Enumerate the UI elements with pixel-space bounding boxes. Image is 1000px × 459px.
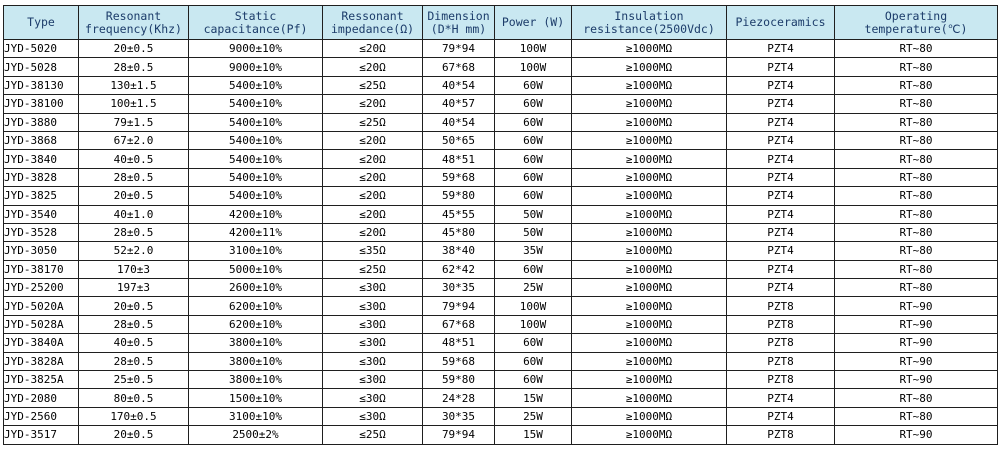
dimension-cell: 30*35	[423, 407, 495, 425]
table-row	[4, 76, 998, 94]
type-cell: JYD-3825A	[4, 371, 79, 389]
temperature-cell: RT~80	[835, 40, 998, 58]
temperature-cell: RT~90	[835, 334, 998, 352]
piezoceramics-cell: PZT4	[727, 242, 835, 260]
type-cell: JYD-25200	[4, 279, 79, 297]
capacitance-cell: 5400±10%	[189, 150, 323, 168]
capacitance-cell: 3800±10%	[189, 352, 323, 370]
impedance-cell: ≤25Ω	[323, 426, 423, 444]
capacitance-cell: 9000±10%	[189, 58, 323, 76]
temperature-cell: RT~80	[835, 187, 998, 205]
table-row	[4, 352, 998, 370]
impedance-cell: ≤30Ω	[323, 334, 423, 352]
impedance-cell: ≤20Ω	[323, 58, 423, 76]
type-cell: JYD-3050	[4, 242, 79, 260]
power-cell: 25W	[495, 279, 572, 297]
piezoceramics-cell: PZT8	[727, 315, 835, 333]
table-row	[4, 95, 998, 113]
piezoceramics-cell: PZT4	[727, 389, 835, 407]
type-cell: JYD-5020A	[4, 297, 79, 315]
table-row	[4, 315, 998, 333]
power-cell: 60W	[495, 352, 572, 370]
frequency-cell: 28±0.5	[79, 58, 189, 76]
frequency-cell: 20±0.5	[79, 426, 189, 444]
piezoceramics-cell: PZT4	[727, 223, 835, 241]
frequency-cell: 20±0.5	[79, 297, 189, 315]
frequency-cell: 197±3	[79, 279, 189, 297]
power-cell: 50W	[495, 205, 572, 223]
frequency-cell: 28±0.5	[79, 223, 189, 241]
header-power: Power (W)	[495, 6, 572, 40]
piezoceramics-cell: PZT8	[727, 352, 835, 370]
frequency-cell: 100±1.5	[79, 95, 189, 113]
piezoceramics-cell: PZT4	[727, 76, 835, 94]
header-static-capacitance: Static capacitance(Pf)	[189, 6, 323, 40]
table-row	[4, 58, 998, 76]
temperature-cell: RT~80	[835, 407, 998, 425]
capacitance-cell: 4200±10%	[189, 205, 323, 223]
dimension-cell: 79*94	[423, 40, 495, 58]
impedance-cell: ≤25Ω	[323, 76, 423, 94]
piezoceramics-cell: PZT4	[727, 40, 835, 58]
frequency-cell: 40±0.5	[79, 150, 189, 168]
insulation-cell: ≥1000MΩ	[572, 279, 727, 297]
temperature-cell: RT~80	[835, 113, 998, 131]
type-cell: JYD-3840	[4, 150, 79, 168]
header-type: Type	[4, 6, 79, 40]
capacitance-cell: 3800±10%	[189, 334, 323, 352]
insulation-cell: ≥1000MΩ	[572, 407, 727, 425]
type-cell: JYD-3828	[4, 168, 79, 186]
frequency-cell: 67±2.0	[79, 131, 189, 149]
power-cell: 60W	[495, 150, 572, 168]
piezoceramics-cell: PZT4	[727, 279, 835, 297]
frequency-cell: 20±0.5	[79, 187, 189, 205]
temperature-cell: RT~80	[835, 260, 998, 278]
temperature-cell: RT~80	[835, 76, 998, 94]
insulation-cell: ≥1000MΩ	[572, 352, 727, 370]
frequency-cell: 80±0.5	[79, 389, 189, 407]
type-cell: JYD-3517	[4, 426, 79, 444]
table-body	[4, 40, 998, 445]
temperature-cell: RT~80	[835, 58, 998, 76]
piezoceramics-cell: PZT8	[727, 297, 835, 315]
dimension-cell: 50*65	[423, 131, 495, 149]
temperature-cell: RT~80	[835, 150, 998, 168]
type-cell: JYD-3540	[4, 205, 79, 223]
insulation-cell: ≥1000MΩ	[572, 315, 727, 333]
table-row	[4, 113, 998, 131]
insulation-cell: ≥1000MΩ	[572, 150, 727, 168]
type-cell: JYD-38100	[4, 95, 79, 113]
piezoceramics-cell: PZT4	[727, 131, 835, 149]
header-resonant-frequency: Resonant frequency(Khz)	[79, 6, 189, 40]
type-cell: JYD-5028	[4, 58, 79, 76]
impedance-cell: ≤20Ω	[323, 168, 423, 186]
piezoceramics-cell: PZT4	[727, 187, 835, 205]
piezoceramics-cell: PZT8	[727, 334, 835, 352]
frequency-cell: 170±0.5	[79, 407, 189, 425]
capacitance-cell: 5400±10%	[189, 131, 323, 149]
frequency-cell: 40±0.5	[79, 334, 189, 352]
dimension-cell: 79*94	[423, 297, 495, 315]
power-cell: 60W	[495, 131, 572, 149]
dimension-cell: 67*68	[423, 58, 495, 76]
type-cell: JYD-2080	[4, 389, 79, 407]
insulation-cell: ≥1000MΩ	[572, 426, 727, 444]
insulation-cell: ≥1000MΩ	[572, 95, 727, 113]
insulation-cell: ≥1000MΩ	[572, 113, 727, 131]
header-operating-temperature: Operating temperature(℃)	[835, 6, 998, 40]
power-cell: 100W	[495, 58, 572, 76]
temperature-cell: RT~80	[835, 279, 998, 297]
impedance-cell: ≤35Ω	[323, 242, 423, 260]
insulation-cell: ≥1000MΩ	[572, 40, 727, 58]
type-cell: JYD-3868	[4, 131, 79, 149]
frequency-cell: 28±0.5	[79, 315, 189, 333]
power-cell: 60W	[495, 187, 572, 205]
piezoceramics-cell: PZT4	[727, 95, 835, 113]
insulation-cell: ≥1000MΩ	[572, 76, 727, 94]
type-cell: JYD-3825	[4, 187, 79, 205]
table-row	[4, 334, 998, 352]
header-row	[4, 6, 998, 40]
piezoceramics-cell: PZT8	[727, 371, 835, 389]
dimension-cell: 48*51	[423, 150, 495, 168]
power-cell: 100W	[495, 297, 572, 315]
piezoceramics-cell: PZT4	[727, 260, 835, 278]
table-row	[4, 187, 998, 205]
piezoceramics-cell: PZT4	[727, 58, 835, 76]
frequency-cell: 79±1.5	[79, 113, 189, 131]
impedance-cell: ≤20Ω	[323, 131, 423, 149]
dimension-cell: 40*54	[423, 113, 495, 131]
frequency-cell: 170±3	[79, 260, 189, 278]
insulation-cell: ≥1000MΩ	[572, 205, 727, 223]
capacitance-cell: 6200±10%	[189, 315, 323, 333]
piezoceramics-cell: PZT4	[727, 205, 835, 223]
temperature-cell: RT~80	[835, 95, 998, 113]
table-row	[4, 131, 998, 149]
insulation-cell: ≥1000MΩ	[572, 334, 727, 352]
temperature-cell: RT~80	[835, 223, 998, 241]
type-cell: JYD-2560	[4, 407, 79, 425]
power-cell: 60W	[495, 334, 572, 352]
table-row	[4, 242, 998, 260]
type-cell: JYD-38170	[4, 260, 79, 278]
dimension-cell: 79*94	[423, 426, 495, 444]
power-cell: 60W	[495, 113, 572, 131]
piezoceramics-cell: PZT8	[727, 426, 835, 444]
dimension-cell: 48*51	[423, 334, 495, 352]
table-row	[4, 371, 998, 389]
type-cell: JYD-3880	[4, 113, 79, 131]
insulation-cell: ≥1000MΩ	[572, 297, 727, 315]
impedance-cell: ≤20Ω	[323, 205, 423, 223]
spec-table	[3, 5, 998, 445]
table-row	[4, 407, 998, 425]
dimension-cell: 59*68	[423, 352, 495, 370]
table-row	[4, 150, 998, 168]
capacitance-cell: 2600±10%	[189, 279, 323, 297]
table-row	[4, 389, 998, 407]
capacitance-cell: 5400±10%	[189, 113, 323, 131]
type-cell: JYD-5028A	[4, 315, 79, 333]
frequency-cell: 52±2.0	[79, 242, 189, 260]
power-cell: 15W	[495, 389, 572, 407]
insulation-cell: ≥1000MΩ	[572, 223, 727, 241]
temperature-cell: RT~90	[835, 426, 998, 444]
impedance-cell: ≤30Ω	[323, 279, 423, 297]
header-dimension: Dimension (D*H mm)	[423, 6, 495, 40]
impedance-cell: ≤20Ω	[323, 187, 423, 205]
insulation-cell: ≥1000MΩ	[572, 389, 727, 407]
table-row	[4, 223, 998, 241]
temperature-cell: RT~80	[835, 168, 998, 186]
impedance-cell: ≤25Ω	[323, 260, 423, 278]
type-cell: JYD-5020	[4, 40, 79, 58]
table-row	[4, 205, 998, 223]
temperature-cell: RT~90	[835, 315, 998, 333]
insulation-cell: ≥1000MΩ	[572, 58, 727, 76]
impedance-cell: ≤20Ω	[323, 40, 423, 58]
table-row	[4, 168, 998, 186]
impedance-cell: ≤25Ω	[323, 113, 423, 131]
impedance-cell: ≤30Ω	[323, 297, 423, 315]
dimension-cell: 30*35	[423, 279, 495, 297]
power-cell: 15W	[495, 426, 572, 444]
dimension-cell: 40*54	[423, 76, 495, 94]
insulation-cell: ≥1000MΩ	[572, 168, 727, 186]
temperature-cell: RT~80	[835, 131, 998, 149]
table-row	[4, 260, 998, 278]
type-cell: JYD-3828A	[4, 352, 79, 370]
piezoceramics-cell: PZT4	[727, 113, 835, 131]
impedance-cell: ≤30Ω	[323, 352, 423, 370]
type-cell: JYD-3528	[4, 223, 79, 241]
power-cell: 60W	[495, 95, 572, 113]
frequency-cell: 28±0.5	[79, 168, 189, 186]
header-insulation-resistance: Insulation resistance(2500Vdc)	[572, 6, 727, 40]
table-row	[4, 426, 998, 444]
capacitance-cell: 5400±10%	[189, 76, 323, 94]
impedance-cell: ≤30Ω	[323, 315, 423, 333]
temperature-cell: RT~90	[835, 297, 998, 315]
temperature-cell: RT~80	[835, 389, 998, 407]
insulation-cell: ≥1000MΩ	[572, 260, 727, 278]
power-cell: 35W	[495, 242, 572, 260]
impedance-cell: ≤30Ω	[323, 371, 423, 389]
frequency-cell: 20±0.5	[79, 40, 189, 58]
power-cell: 100W	[495, 40, 572, 58]
dimension-cell: 59*80	[423, 187, 495, 205]
insulation-cell: ≥1000MΩ	[572, 371, 727, 389]
frequency-cell: 130±1.5	[79, 76, 189, 94]
capacitance-cell: 3100±10%	[189, 242, 323, 260]
power-cell: 60W	[495, 260, 572, 278]
insulation-cell: ≥1000MΩ	[572, 131, 727, 149]
capacitance-cell: 5400±10%	[189, 95, 323, 113]
type-cell: JYD-38130	[4, 76, 79, 94]
power-cell: 25W	[495, 407, 572, 425]
frequency-cell: 28±0.5	[79, 352, 189, 370]
capacitance-cell: 5400±10%	[189, 168, 323, 186]
power-cell: 100W	[495, 315, 572, 333]
dimension-cell: 24*28	[423, 389, 495, 407]
temperature-cell: RT~90	[835, 352, 998, 370]
table-row	[4, 297, 998, 315]
insulation-cell: ≥1000MΩ	[572, 187, 727, 205]
capacitance-cell: 3100±10%	[189, 407, 323, 425]
temperature-cell: RT~80	[835, 205, 998, 223]
capacitance-cell: 4200±11%	[189, 223, 323, 241]
piezoceramics-cell: PZT4	[727, 168, 835, 186]
dimension-cell: 59*80	[423, 371, 495, 389]
capacitance-cell: 1500±10%	[189, 389, 323, 407]
temperature-cell: RT~90	[835, 371, 998, 389]
piezoceramics-cell: PZT4	[727, 150, 835, 168]
power-cell: 60W	[495, 168, 572, 186]
power-cell: 60W	[495, 76, 572, 94]
table-row	[4, 279, 998, 297]
frequency-cell: 40±1.0	[79, 205, 189, 223]
header-resonant-impedance: Ressonant impedance(Ω)	[323, 6, 423, 40]
dimension-cell: 45*55	[423, 205, 495, 223]
insulation-cell: ≥1000MΩ	[572, 242, 727, 260]
dimension-cell: 38*40	[423, 242, 495, 260]
impedance-cell: ≤20Ω	[323, 95, 423, 113]
capacitance-cell: 5000±10%	[189, 260, 323, 278]
dimension-cell: 40*57	[423, 95, 495, 113]
dimension-cell: 45*80	[423, 223, 495, 241]
impedance-cell: ≤20Ω	[323, 223, 423, 241]
table-row	[4, 40, 998, 58]
piezoceramics-cell: PZT4	[727, 407, 835, 425]
capacitance-cell: 5400±10%	[189, 187, 323, 205]
dimension-cell: 59*68	[423, 168, 495, 186]
capacitance-cell: 9000±10%	[189, 40, 323, 58]
power-cell: 50W	[495, 223, 572, 241]
impedance-cell: ≤20Ω	[323, 150, 423, 168]
type-cell: JYD-3840A	[4, 334, 79, 352]
temperature-cell: RT~80	[835, 242, 998, 260]
capacitance-cell: 2500±2%	[189, 426, 323, 444]
capacitance-cell: 3800±10%	[189, 371, 323, 389]
power-cell: 60W	[495, 371, 572, 389]
capacitance-cell: 6200±10%	[189, 297, 323, 315]
dimension-cell: 62*42	[423, 260, 495, 278]
dimension-cell: 67*68	[423, 315, 495, 333]
header-piezoceramics: Piezoceramics	[727, 6, 835, 40]
impedance-cell: ≤30Ω	[323, 389, 423, 407]
frequency-cell: 25±0.5	[79, 371, 189, 389]
impedance-cell: ≤30Ω	[323, 407, 423, 425]
